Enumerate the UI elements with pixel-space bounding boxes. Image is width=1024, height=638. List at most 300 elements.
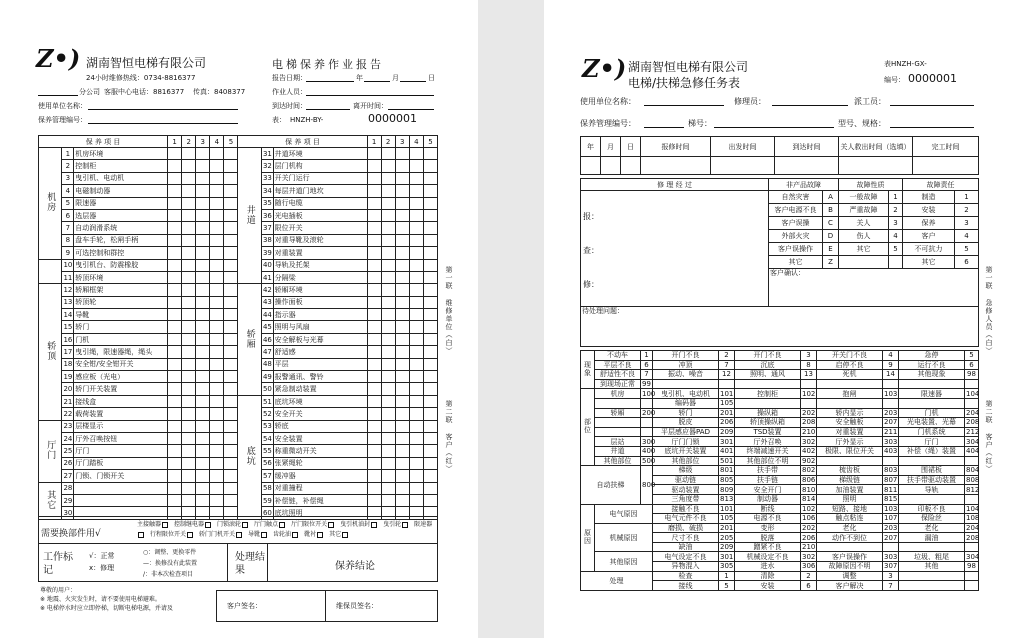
check-cell[interactable] bbox=[367, 333, 381, 345]
code[interactable]: 208 bbox=[802, 418, 816, 427]
check-cell[interactable] bbox=[409, 234, 423, 246]
report-year-field[interactable] bbox=[306, 81, 354, 82]
r-maint-no-field[interactable] bbox=[644, 127, 684, 128]
code[interactable]: 208 bbox=[966, 418, 980, 427]
check-cell[interactable] bbox=[381, 296, 395, 308]
check-cell[interactable] bbox=[395, 185, 409, 197]
code[interactable] bbox=[965, 398, 979, 408]
code[interactable]: 13 bbox=[801, 370, 817, 380]
check-cell[interactable] bbox=[182, 494, 196, 506]
check-cell[interactable] bbox=[367, 185, 381, 197]
check-cell[interactable] bbox=[182, 457, 196, 469]
check-cell[interactable] bbox=[168, 259, 182, 271]
check-cell[interactable] bbox=[224, 371, 238, 383]
check-cell[interactable] bbox=[395, 160, 409, 172]
part-item[interactable] bbox=[248, 531, 267, 538]
time-input-cell[interactable] bbox=[621, 157, 641, 175]
check-cell[interactable] bbox=[182, 197, 196, 209]
code[interactable]: 206 bbox=[720, 418, 734, 427]
check-cell[interactable] bbox=[168, 271, 182, 283]
checkbox-icon[interactable] bbox=[328, 522, 334, 528]
report-month-field[interactable] bbox=[364, 81, 390, 82]
code[interactable]: 402 bbox=[802, 447, 816, 456]
check-cell[interactable] bbox=[196, 494, 210, 506]
check-cell[interactable] bbox=[423, 148, 437, 160]
nature-code[interactable]: 5 bbox=[889, 243, 903, 256]
checkbox-icon[interactable] bbox=[342, 532, 348, 538]
code[interactable]: 303 bbox=[884, 437, 898, 446]
check-cell[interactable] bbox=[224, 284, 238, 296]
check-cell[interactable] bbox=[182, 296, 196, 308]
check-cell[interactable] bbox=[381, 383, 395, 395]
check-cell[interactable] bbox=[381, 247, 395, 259]
part-item[interactable] bbox=[137, 521, 168, 528]
code[interactable]: 811 bbox=[884, 485, 898, 494]
check-cell[interactable] bbox=[367, 160, 381, 172]
check-cell[interactable] bbox=[196, 395, 210, 407]
check-cell[interactable] bbox=[381, 284, 395, 296]
check-cell[interactable] bbox=[210, 321, 224, 333]
check-cell[interactable] bbox=[196, 383, 210, 395]
check-cell[interactable] bbox=[210, 284, 224, 296]
check-cell[interactable] bbox=[224, 148, 238, 160]
checkbox-icon[interactable] bbox=[317, 532, 323, 538]
check-cell[interactable] bbox=[367, 494, 381, 506]
code[interactable]: 806 bbox=[802, 476, 816, 485]
check-cell[interactable] bbox=[168, 309, 182, 321]
check-cell[interactable] bbox=[381, 185, 395, 197]
check-cell[interactable] bbox=[210, 445, 224, 457]
check-cell[interactable] bbox=[182, 358, 196, 370]
check-cell[interactable] bbox=[409, 333, 423, 345]
check-cell[interactable] bbox=[423, 271, 437, 283]
check-cell[interactable] bbox=[196, 247, 210, 259]
check-cell[interactable] bbox=[182, 271, 196, 283]
code[interactable]: 809 bbox=[720, 485, 734, 494]
code[interactable]: 7 bbox=[883, 581, 899, 591]
code[interactable]: 102 bbox=[802, 504, 816, 513]
time-input-cell[interactable] bbox=[711, 157, 775, 175]
code[interactable]: 207 bbox=[884, 418, 898, 427]
code[interactable]: 814 bbox=[802, 495, 816, 504]
check-cell[interactable] bbox=[196, 185, 210, 197]
check-cell[interactable] bbox=[409, 296, 423, 308]
check-cell[interactable] bbox=[196, 358, 210, 370]
check-cell[interactable] bbox=[423, 432, 437, 444]
check-cell[interactable] bbox=[224, 271, 238, 283]
code[interactable]: 303 bbox=[884, 552, 898, 561]
check-cell[interactable] bbox=[210, 482, 224, 494]
code[interactable]: 5 bbox=[965, 351, 979, 361]
check-cell[interactable] bbox=[409, 371, 423, 383]
r-user-unit-field[interactable] bbox=[644, 105, 724, 106]
check-cell[interactable] bbox=[381, 395, 395, 407]
check-cell[interactable] bbox=[182, 234, 196, 246]
check-cell[interactable] bbox=[423, 408, 437, 420]
check-cell[interactable] bbox=[381, 148, 395, 160]
code[interactable]: 1 bbox=[641, 351, 653, 361]
check-cell[interactable] bbox=[423, 222, 437, 234]
check-cell[interactable] bbox=[423, 494, 437, 506]
code[interactable]: 207 bbox=[884, 533, 898, 542]
part-item[interactable] bbox=[174, 521, 211, 528]
nature-code[interactable]: 1 bbox=[889, 191, 903, 204]
check-cell[interactable] bbox=[423, 247, 437, 259]
check-cell[interactable] bbox=[224, 333, 238, 345]
check-cell[interactable] bbox=[224, 296, 238, 308]
check-cell[interactable] bbox=[409, 271, 423, 283]
worker-field[interactable] bbox=[306, 95, 434, 96]
check-cell[interactable] bbox=[381, 271, 395, 283]
code[interactable]: 107 bbox=[884, 514, 898, 523]
code[interactable] bbox=[801, 379, 817, 389]
nonproduct-code[interactable]: C bbox=[823, 217, 839, 230]
time-input-cell[interactable] bbox=[581, 157, 601, 175]
code[interactable]: 2 bbox=[801, 571, 817, 581]
code[interactable]: 301 bbox=[720, 552, 734, 561]
check-cell[interactable] bbox=[182, 209, 196, 221]
check-cell[interactable] bbox=[409, 309, 423, 321]
code[interactable]: 807 bbox=[884, 476, 898, 485]
nonproduct-code[interactable]: E bbox=[823, 243, 839, 256]
resp-code[interactable]: 3 bbox=[955, 217, 979, 230]
check-cell[interactable] bbox=[224, 445, 238, 457]
check-cell[interactable] bbox=[423, 371, 437, 383]
check-cell[interactable] bbox=[395, 346, 409, 358]
check-cell[interactable] bbox=[381, 172, 395, 184]
r-model-field[interactable] bbox=[890, 127, 974, 128]
check-cell[interactable] bbox=[395, 234, 409, 246]
check-cell[interactable] bbox=[210, 222, 224, 234]
check-cell[interactable] bbox=[395, 296, 409, 308]
check-cell[interactable] bbox=[168, 222, 182, 234]
check-cell[interactable] bbox=[423, 420, 437, 432]
pending-issues[interactable]: 待处理问题： bbox=[581, 307, 979, 347]
check-cell[interactable] bbox=[395, 148, 409, 160]
check-cell[interactable] bbox=[423, 234, 437, 246]
check-cell[interactable] bbox=[367, 209, 381, 221]
check-cell[interactable] bbox=[224, 247, 238, 259]
check-cell[interactable] bbox=[381, 494, 395, 506]
check-cell[interactable] bbox=[168, 420, 182, 432]
code[interactable]: 12 bbox=[719, 370, 735, 380]
check-cell[interactable] bbox=[381, 408, 395, 420]
check-cell[interactable] bbox=[381, 470, 395, 482]
code[interactable]: 301 bbox=[720, 437, 734, 446]
code[interactable]: 201 bbox=[720, 523, 734, 532]
check-cell[interactable] bbox=[409, 408, 423, 420]
report-day-field[interactable] bbox=[400, 81, 426, 82]
code[interactable]: 801 bbox=[720, 466, 734, 475]
checkbox-icon[interactable] bbox=[292, 532, 298, 538]
check-cell[interactable] bbox=[210, 383, 224, 395]
check-cell[interactable] bbox=[367, 309, 381, 321]
check-cell[interactable] bbox=[210, 408, 224, 420]
code[interactable]: 7 bbox=[641, 370, 653, 380]
code[interactable] bbox=[641, 418, 653, 428]
check-cell[interactable] bbox=[210, 309, 224, 321]
check-cell[interactable] bbox=[168, 148, 182, 160]
nature-code[interactable]: 2 bbox=[889, 204, 903, 217]
check-cell[interactable] bbox=[168, 457, 182, 469]
code[interactable]: 204 bbox=[966, 408, 980, 417]
check-cell[interactable] bbox=[381, 333, 395, 345]
code[interactable]: 810 bbox=[802, 485, 816, 494]
check-cell[interactable] bbox=[381, 234, 395, 246]
check-cell[interactable] bbox=[423, 383, 437, 395]
code[interactable]: 98 bbox=[965, 370, 979, 380]
check-cell[interactable] bbox=[182, 482, 196, 494]
code[interactable]: 103 bbox=[884, 389, 898, 398]
check-cell[interactable] bbox=[224, 432, 238, 444]
check-cell[interactable] bbox=[182, 160, 196, 172]
check-cell[interactable] bbox=[196, 296, 210, 308]
check-cell[interactable] bbox=[196, 408, 210, 420]
resp-code[interactable]: 6 bbox=[955, 256, 979, 269]
part-item[interactable] bbox=[150, 531, 193, 538]
check-cell[interactable] bbox=[395, 172, 409, 184]
check-cell[interactable] bbox=[423, 284, 437, 296]
check-cell[interactable] bbox=[210, 432, 224, 444]
check-cell[interactable] bbox=[168, 408, 182, 420]
check-cell[interactable] bbox=[168, 494, 182, 506]
nature-code[interactable]: 3 bbox=[889, 217, 903, 230]
resp-code[interactable]: 5 bbox=[955, 243, 979, 256]
check-cell[interactable] bbox=[409, 247, 423, 259]
check-cell[interactable] bbox=[196, 470, 210, 482]
code[interactable] bbox=[965, 542, 979, 552]
code[interactable] bbox=[965, 456, 979, 466]
check-cell[interactable] bbox=[423, 470, 437, 482]
code[interactable]: 6 bbox=[801, 581, 817, 591]
check-cell[interactable] bbox=[395, 432, 409, 444]
resp-code[interactable]: 2 bbox=[955, 204, 979, 217]
arrive-field[interactable] bbox=[306, 109, 350, 110]
code[interactable] bbox=[801, 398, 817, 408]
check-cell[interactable] bbox=[367, 482, 381, 494]
check-cell[interactable] bbox=[395, 371, 409, 383]
check-cell[interactable] bbox=[196, 333, 210, 345]
maint-sign-box[interactable] bbox=[326, 590, 438, 622]
code[interactable]: 300 bbox=[642, 437, 656, 446]
checkbox-icon[interactable] bbox=[402, 522, 408, 528]
check-cell[interactable] bbox=[423, 482, 437, 494]
check-cell[interactable] bbox=[168, 234, 182, 246]
check-cell[interactable] bbox=[395, 420, 409, 432]
check-cell[interactable] bbox=[210, 209, 224, 221]
check-cell[interactable] bbox=[210, 494, 224, 506]
check-cell[interactable] bbox=[182, 371, 196, 383]
code[interactable]: 815 bbox=[884, 495, 898, 504]
check-cell[interactable] bbox=[423, 395, 437, 407]
code[interactable]: 106 bbox=[802, 514, 816, 523]
check-cell[interactable] bbox=[423, 358, 437, 370]
check-cell[interactable] bbox=[395, 445, 409, 457]
code[interactable] bbox=[883, 398, 899, 408]
nonproduct-code[interactable]: Z bbox=[823, 256, 839, 269]
code[interactable]: 803 bbox=[884, 466, 898, 475]
check-cell[interactable] bbox=[182, 309, 196, 321]
code[interactable]: 501 bbox=[720, 456, 734, 465]
check-cell[interactable] bbox=[182, 321, 196, 333]
check-cell[interactable] bbox=[409, 445, 423, 457]
check-cell[interactable] bbox=[381, 346, 395, 358]
check-cell[interactable] bbox=[210, 470, 224, 482]
code[interactable]: 206 bbox=[802, 533, 816, 542]
check-cell[interactable] bbox=[367, 395, 381, 407]
code[interactable] bbox=[965, 581, 979, 591]
check-cell[interactable] bbox=[224, 457, 238, 469]
check-cell[interactable] bbox=[381, 457, 395, 469]
check-cell[interactable] bbox=[224, 420, 238, 432]
check-cell[interactable] bbox=[409, 222, 423, 234]
code[interactable]: 204 bbox=[966, 523, 980, 532]
code[interactable]: 103 bbox=[884, 504, 898, 513]
code[interactable]: 307 bbox=[884, 562, 898, 571]
code[interactable]: 201 bbox=[720, 408, 734, 417]
part-item[interactable] bbox=[199, 531, 242, 538]
code[interactable]: 6 bbox=[965, 360, 979, 370]
check-cell[interactable] bbox=[168, 358, 182, 370]
check-cell[interactable] bbox=[395, 321, 409, 333]
code[interactable]: 104 bbox=[966, 504, 980, 513]
check-cell[interactable] bbox=[395, 222, 409, 234]
time-input-cell[interactable] bbox=[839, 157, 913, 175]
check-cell[interactable] bbox=[367, 172, 381, 184]
check-cell[interactable] bbox=[367, 470, 381, 482]
check-cell[interactable] bbox=[224, 259, 238, 271]
check-cell[interactable] bbox=[409, 457, 423, 469]
check-cell[interactable] bbox=[367, 432, 381, 444]
check-cell[interactable] bbox=[210, 371, 224, 383]
check-cell[interactable] bbox=[196, 420, 210, 432]
nonproduct-code[interactable]: A bbox=[823, 191, 839, 204]
check-cell[interactable] bbox=[210, 346, 224, 358]
code[interactable]: 210 bbox=[802, 543, 816, 552]
code[interactable]: 101 bbox=[720, 389, 734, 398]
check-cell[interactable] bbox=[210, 333, 224, 345]
check-cell[interactable] bbox=[168, 197, 182, 209]
check-cell[interactable] bbox=[423, 333, 437, 345]
check-cell[interactable] bbox=[409, 321, 423, 333]
check-cell[interactable] bbox=[367, 383, 381, 395]
checkbox-icon[interactable] bbox=[371, 522, 377, 528]
check-cell[interactable] bbox=[196, 197, 210, 209]
code[interactable]: 6 bbox=[641, 360, 653, 370]
check-cell[interactable] bbox=[367, 284, 381, 296]
code[interactable]: 104 bbox=[966, 389, 980, 398]
code[interactable] bbox=[965, 494, 979, 504]
code[interactable]: 302 bbox=[802, 437, 816, 446]
code[interactable] bbox=[883, 456, 899, 466]
code[interactable]: 805 bbox=[720, 476, 734, 485]
check-cell[interactable] bbox=[168, 172, 182, 184]
check-cell[interactable] bbox=[182, 432, 196, 444]
check-cell[interactable] bbox=[395, 358, 409, 370]
check-cell[interactable] bbox=[210, 185, 224, 197]
escalator-code[interactable]: 800 bbox=[641, 466, 653, 504]
check-cell[interactable] bbox=[409, 482, 423, 494]
code[interactable]: 200 bbox=[642, 408, 656, 417]
check-cell[interactable] bbox=[196, 271, 210, 283]
code[interactable]: 202 bbox=[802, 523, 816, 532]
code[interactable]: 808 bbox=[966, 476, 980, 485]
check-cell[interactable] bbox=[395, 383, 409, 395]
checkbox-icon[interactable] bbox=[261, 532, 267, 538]
check-cell[interactable] bbox=[182, 259, 196, 271]
code[interactable]: 302 bbox=[802, 552, 816, 561]
check-cell[interactable] bbox=[367, 197, 381, 209]
code[interactable]: 304 bbox=[966, 552, 980, 561]
checkbox-icon[interactable] bbox=[162, 522, 168, 528]
check-cell[interactable] bbox=[182, 172, 196, 184]
leave-field[interactable] bbox=[388, 109, 434, 110]
check-cell[interactable] bbox=[168, 482, 182, 494]
part-item[interactable] bbox=[304, 531, 323, 538]
code[interactable] bbox=[641, 427, 653, 437]
check-cell[interactable] bbox=[182, 470, 196, 482]
part-item[interactable] bbox=[217, 521, 248, 528]
check-cell[interactable] bbox=[224, 408, 238, 420]
code[interactable]: 401 bbox=[720, 447, 734, 456]
check-cell[interactable] bbox=[409, 346, 423, 358]
code[interactable] bbox=[883, 542, 899, 552]
check-cell[interactable] bbox=[409, 358, 423, 370]
code[interactable]: 99 bbox=[642, 380, 651, 389]
check-cell[interactable] bbox=[409, 420, 423, 432]
check-cell[interactable] bbox=[395, 482, 409, 494]
check-cell[interactable] bbox=[196, 148, 210, 160]
check-cell[interactable] bbox=[168, 395, 182, 407]
check-cell[interactable] bbox=[210, 172, 224, 184]
check-cell[interactable] bbox=[409, 197, 423, 209]
check-cell[interactable] bbox=[224, 321, 238, 333]
code[interactable]: 9 bbox=[883, 360, 899, 370]
check-cell[interactable] bbox=[168, 160, 182, 172]
check-cell[interactable] bbox=[423, 346, 437, 358]
check-cell[interactable] bbox=[196, 445, 210, 457]
code[interactable]: 100 bbox=[642, 389, 656, 398]
checkbox-icon[interactable] bbox=[138, 532, 144, 538]
check-cell[interactable] bbox=[409, 395, 423, 407]
check-cell[interactable] bbox=[395, 470, 409, 482]
check-cell[interactable] bbox=[423, 185, 437, 197]
code[interactable]: 105 bbox=[720, 399, 734, 408]
code[interactable]: 108 bbox=[966, 514, 980, 523]
check-cell[interactable] bbox=[196, 172, 210, 184]
check-cell[interactable] bbox=[182, 222, 196, 234]
check-cell[interactable] bbox=[196, 432, 210, 444]
check-cell[interactable] bbox=[381, 432, 395, 444]
check-cell[interactable] bbox=[367, 420, 381, 432]
check-cell[interactable] bbox=[395, 494, 409, 506]
check-cell[interactable] bbox=[224, 309, 238, 321]
code[interactable]: 403 bbox=[884, 447, 898, 456]
check-cell[interactable] bbox=[367, 371, 381, 383]
check-cell[interactable] bbox=[409, 284, 423, 296]
time-input-cell[interactable] bbox=[641, 157, 711, 175]
check-cell[interactable] bbox=[196, 259, 210, 271]
code[interactable]: 212 bbox=[966, 428, 980, 437]
code[interactable]: 102 bbox=[802, 389, 816, 398]
code[interactable]: 813 bbox=[720, 495, 734, 504]
check-cell[interactable] bbox=[196, 371, 210, 383]
check-cell[interactable] bbox=[395, 209, 409, 221]
checkbox-icon[interactable] bbox=[242, 522, 248, 528]
code[interactable]: 2 bbox=[719, 351, 735, 361]
resp-code[interactable]: 4 bbox=[955, 230, 979, 243]
code[interactable] bbox=[965, 571, 979, 581]
